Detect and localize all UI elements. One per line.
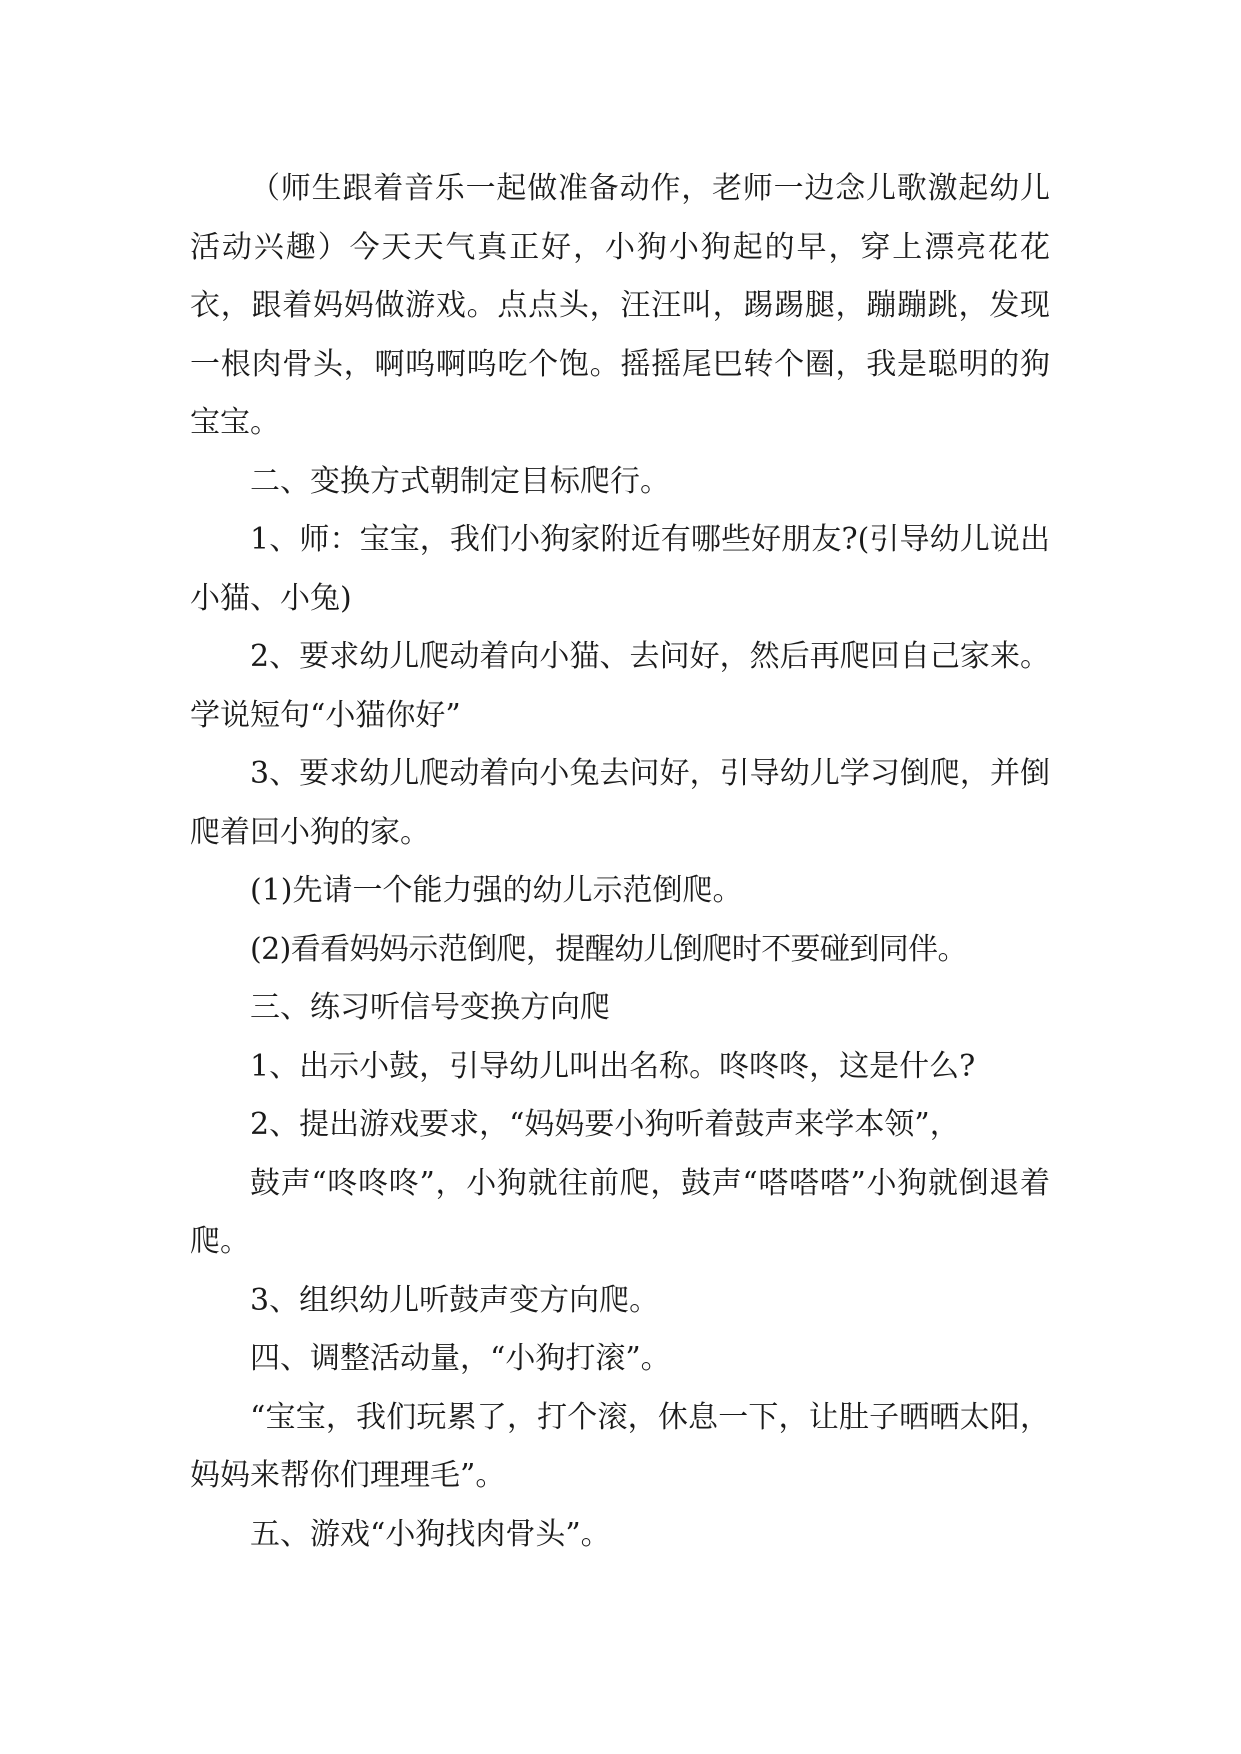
paragraph-substep-1: (1)先请一个能力强的幼儿示范倒爬。 [250, 873, 743, 908]
paragraph-step-3: 3、要求幼儿爬动着向小兔去问好，引导幼儿学习倒爬，并倒爬着回小狗的家。 [190, 756, 1050, 850]
document-body [190, 160, 1050, 1564]
heading-section-five: 五、游戏“小狗找肉骨头”。 [250, 1516, 611, 1552]
paragraph-step-2: 2、要求幼儿爬动着向小猫、去问好，然后再爬回自己家来。学说短句“小猫你好” [190, 639, 1050, 733]
paragraph-drum-3: 3、组织幼儿听鼓声变方向爬。 [250, 1282, 660, 1318]
paragraph-substep-2: (2)看看妈妈示范倒爬，提醒幼儿倒爬时不要碰到同伴。 [250, 931, 967, 967]
paragraph-step-1: 1、师：宝宝，我们小狗家附近有哪些好朋友?(引导幼儿说出小猫、小兔) [190, 522, 1050, 616]
heading-section-two: 二、变换方式朝制定目标爬行。 [250, 463, 670, 499]
paragraph-rest: “宝宝，我们玩累了，打个滚，休息一下，让肚子晒晒太阳，妈妈来帮你们理理毛”。 [190, 1399, 1050, 1493]
heading-section-four: 四、调整活动量，“小狗打滚”。 [250, 1341, 671, 1376]
paragraph-intro-song: （师生跟着音乐一起做准备动作，老师一边念儿歌激起幼儿活动兴趣）今天天气真正好，小狗小狗起的早，穿上漂亮花花衣，跟着妈妈做游戏。点点头，汪汪叫，踢踢腿，蹦蹦跳，发现一根肉骨头，啊呜啊呜吃个饱。摇摇尾巴转个圈，我是聪明的狗宝宝。 [190, 171, 1050, 440]
paragraph-drum-1: 1、出示小鼓，引导幼儿叫出名称。咚咚咚，这是什么? [250, 1048, 976, 1084]
paragraph-drum-2: 2、提出游戏要求，“妈妈要小狗听着鼓声来学本领”， [250, 1107, 960, 1142]
paragraph-drum-rules: 鼓声“咚咚咚”，小狗就往前爬，鼓声“嗒嗒嗒”小狗就倒退着爬。 [190, 1165, 1050, 1259]
heading-section-three: 三、练习听信号变换方向爬 [250, 990, 610, 1025]
